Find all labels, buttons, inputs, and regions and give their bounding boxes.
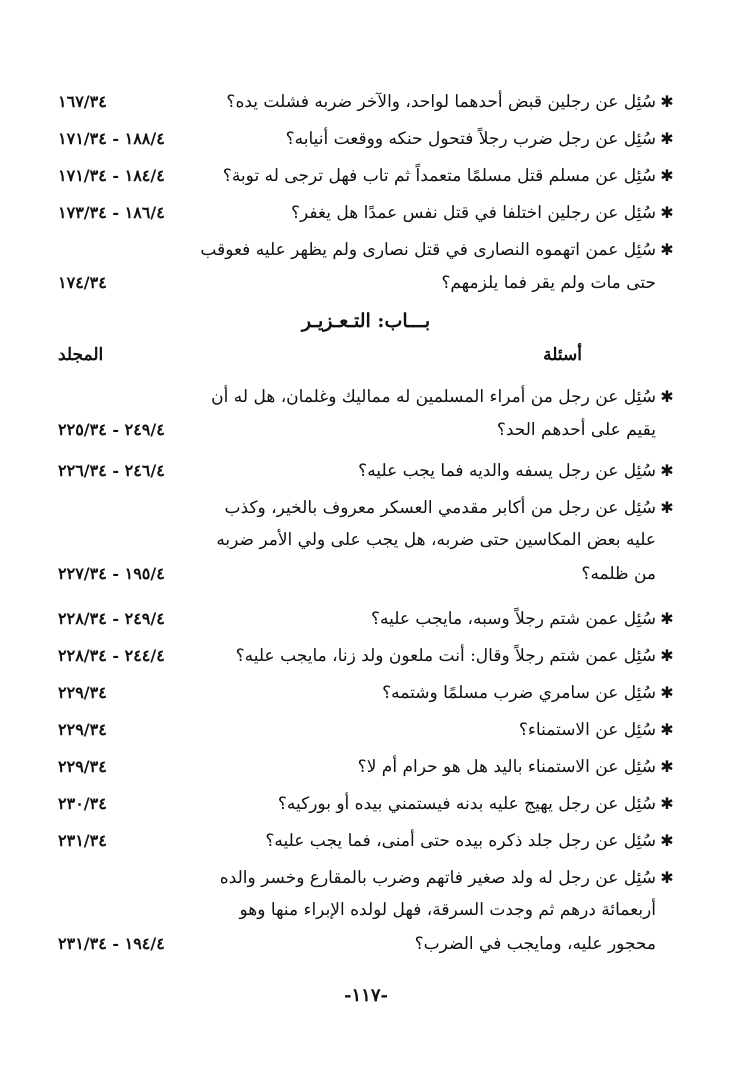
question-text: أربعمائة درهم ثم وجدت السرقة، فهل لولده الإبراء منها وهو [239, 900, 656, 920]
volume-reference: ١٨٦/٤ - ١٧٣/٣٤ [58, 203, 165, 222]
asterisk-bullet-icon: ✱ [660, 92, 674, 111]
asterisk-bullet-icon: ✱ [660, 166, 674, 185]
entry-line [58, 676, 678, 709]
question-entry [58, 750, 678, 783]
question-text: سُئِل عن رجل له ولد صغير فاتهم وضرب بالمقارع وخسر والده [219, 868, 656, 888]
question-text: سُئِل عن رجل يهيج عليه بدنه فيستمني بيده أو بوركيه؟ [277, 794, 656, 814]
question-text: سُئِل عن رجل يسفه والديه فما يجب عليه؟ [358, 461, 656, 481]
entry-line [58, 380, 678, 413]
entry-line [58, 602, 678, 635]
asterisk-bullet-icon: ✱ [660, 461, 674, 480]
entry-line [58, 413, 678, 446]
entry-line [58, 454, 678, 487]
page-number: -١١٧- [344, 985, 388, 1006]
asterisk-bullet-icon: ✱ [660, 720, 674, 739]
question-entry [58, 713, 678, 746]
question-text: سُئِل عن رجلين قبض أحدهما لواحد، والآخر ضربه فشلت يده؟ [226, 92, 656, 112]
question-entry [58, 233, 678, 299]
question-text: محجور عليه، ومايجب في الضرب؟ [414, 934, 656, 954]
asterisk-bullet-icon: ✱ [660, 129, 674, 148]
volume-reference: ١٨٤/٤ - ١٧١/٣٤ [58, 166, 165, 185]
question-text: سُئِل عمن شتم رجلاً وسبه، مايجب عليه؟ [370, 609, 656, 629]
entry-line [58, 85, 678, 118]
question-entry [58, 159, 678, 192]
question-text: سُئِل عن رجل من أمراء المسلمين له مماليك وغلمان، هل له أن [211, 387, 656, 407]
question-text: سُئِل عن مسلم قتل مسلمًا متعمداً ثم تاب فهل ترجى له توبة؟ [222, 166, 656, 186]
entry-line [58, 266, 678, 299]
question-entry [58, 196, 678, 229]
entry-line [58, 159, 678, 192]
entry-line [58, 639, 678, 672]
question-text: سُئِل عمن اتهموه النصارى في قتل نصارى ولم يظهر عليه فعوقب [200, 240, 656, 260]
asterisk-bullet-icon: ✱ [660, 646, 674, 665]
column-header-questions: أسئلة [543, 345, 582, 365]
question-entry [58, 676, 678, 709]
entry-line [58, 122, 678, 155]
asterisk-bullet-icon: ✱ [660, 868, 674, 887]
volume-reference: ٢٣١/٣٤ [58, 831, 107, 850]
question-text: سُئِل عمن شتم رجلاً وقال: أنت ملعون ولد زنا، مايجب عليه؟ [235, 646, 656, 666]
question-entry [58, 85, 678, 118]
asterisk-bullet-icon: ✱ [660, 831, 674, 850]
entry-line [58, 750, 678, 783]
question-entry [58, 122, 678, 155]
entry-line [58, 861, 678, 894]
volume-reference: ٢٢٩/٣٤ [58, 757, 107, 776]
entry-line [58, 524, 678, 557]
asterisk-bullet-icon: ✱ [660, 203, 674, 222]
entry-line [58, 824, 678, 857]
asterisk-bullet-icon: ✱ [660, 609, 674, 628]
entry-line [58, 894, 678, 927]
entry-line [58, 713, 678, 746]
volume-reference: ١٨٨/٤ - ١٧١/٣٤ [58, 129, 165, 148]
question-text: سُئِل عن رجلين اختلفا في قتل نفس عمدًا هل يغفر؟ [291, 203, 656, 223]
volume-reference: ٢٤٩/٤ - ٢٢٨/٣٤ [58, 609, 165, 628]
question-entry [58, 861, 678, 960]
question-text: حتى مات ولم يقر فما يلزمهم؟ [441, 273, 656, 293]
entry-line [58, 196, 678, 229]
asterisk-bullet-icon: ✱ [660, 683, 674, 702]
question-text: يقيم على أحدهم الحد؟ [496, 420, 656, 440]
question-text: سُئِل عن الاستمناء باليد هل هو حرام أم لا؟ [357, 757, 656, 777]
volume-reference: ١٧٤/٣٤ [58, 273, 107, 292]
volume-reference: ١٦٧/٣٤ [58, 92, 107, 111]
volume-reference: ١٩٤/٤ - ٢٣١/٣٤ [58, 934, 165, 953]
volume-reference: ٢٢٩/٣٤ [58, 720, 107, 739]
entry-line [58, 233, 678, 266]
volume-reference: ٢٤٩/٤ - ٢٢٥/٣٤ [58, 420, 165, 439]
question-entry [58, 787, 678, 820]
question-text: عليه بعض المكاسين حتى ضربه، هل يجب على ولي الأمر ضربه [216, 530, 656, 550]
question-text: سُئِل عن رجل ضرب رجلاً فتحول حنكه ووقعت أنيابه؟ [285, 129, 656, 149]
entry-line [58, 491, 678, 524]
column-header-volume: المجلد [58, 345, 104, 365]
volume-reference: ٢٣٠/٣٤ [58, 794, 107, 813]
asterisk-bullet-icon: ✱ [660, 498, 674, 517]
asterisk-bullet-icon: ✱ [660, 794, 674, 813]
volume-reference: ٢٤٤/٤ - ٢٢٨/٣٤ [58, 646, 165, 665]
question-text: سُئِل عن رجل من أكابر مقدمي العسكر معروف بالخير، وكذب [224, 498, 656, 518]
question-entry [58, 454, 678, 487]
question-text: من ظلمه؟ [581, 564, 656, 584]
question-text: سُئِل عن سامري ضرب مسلمًا وشتمه؟ [382, 683, 656, 703]
question-entry [58, 824, 678, 857]
question-entry [58, 380, 678, 446]
question-entry [58, 602, 678, 635]
entry-line [58, 927, 678, 960]
asterisk-bullet-icon: ✱ [660, 757, 674, 776]
question-entry [58, 491, 678, 590]
volume-reference: ١٩٥/٤ - ٢٢٧/٣٤ [58, 564, 165, 583]
asterisk-bullet-icon: ✱ [660, 240, 674, 259]
volume-reference: ٢٢٩/٣٤ [58, 683, 107, 702]
asterisk-bullet-icon: ✱ [660, 387, 674, 406]
chapter-title: بـــاب: التـعـزيـر [301, 310, 431, 332]
question-text: سُئِل عن الاستمناء؟ [518, 720, 656, 740]
entry-line [58, 787, 678, 820]
volume-reference: ٢٤٦/٤ - ٢٢٦/٣٤ [58, 461, 165, 480]
entry-line [58, 557, 678, 590]
question-text: سُئِل عن رجل جلد ذكره بيده حتى أمنى، فما يجب عليه؟ [265, 831, 656, 851]
question-entry [58, 639, 678, 672]
